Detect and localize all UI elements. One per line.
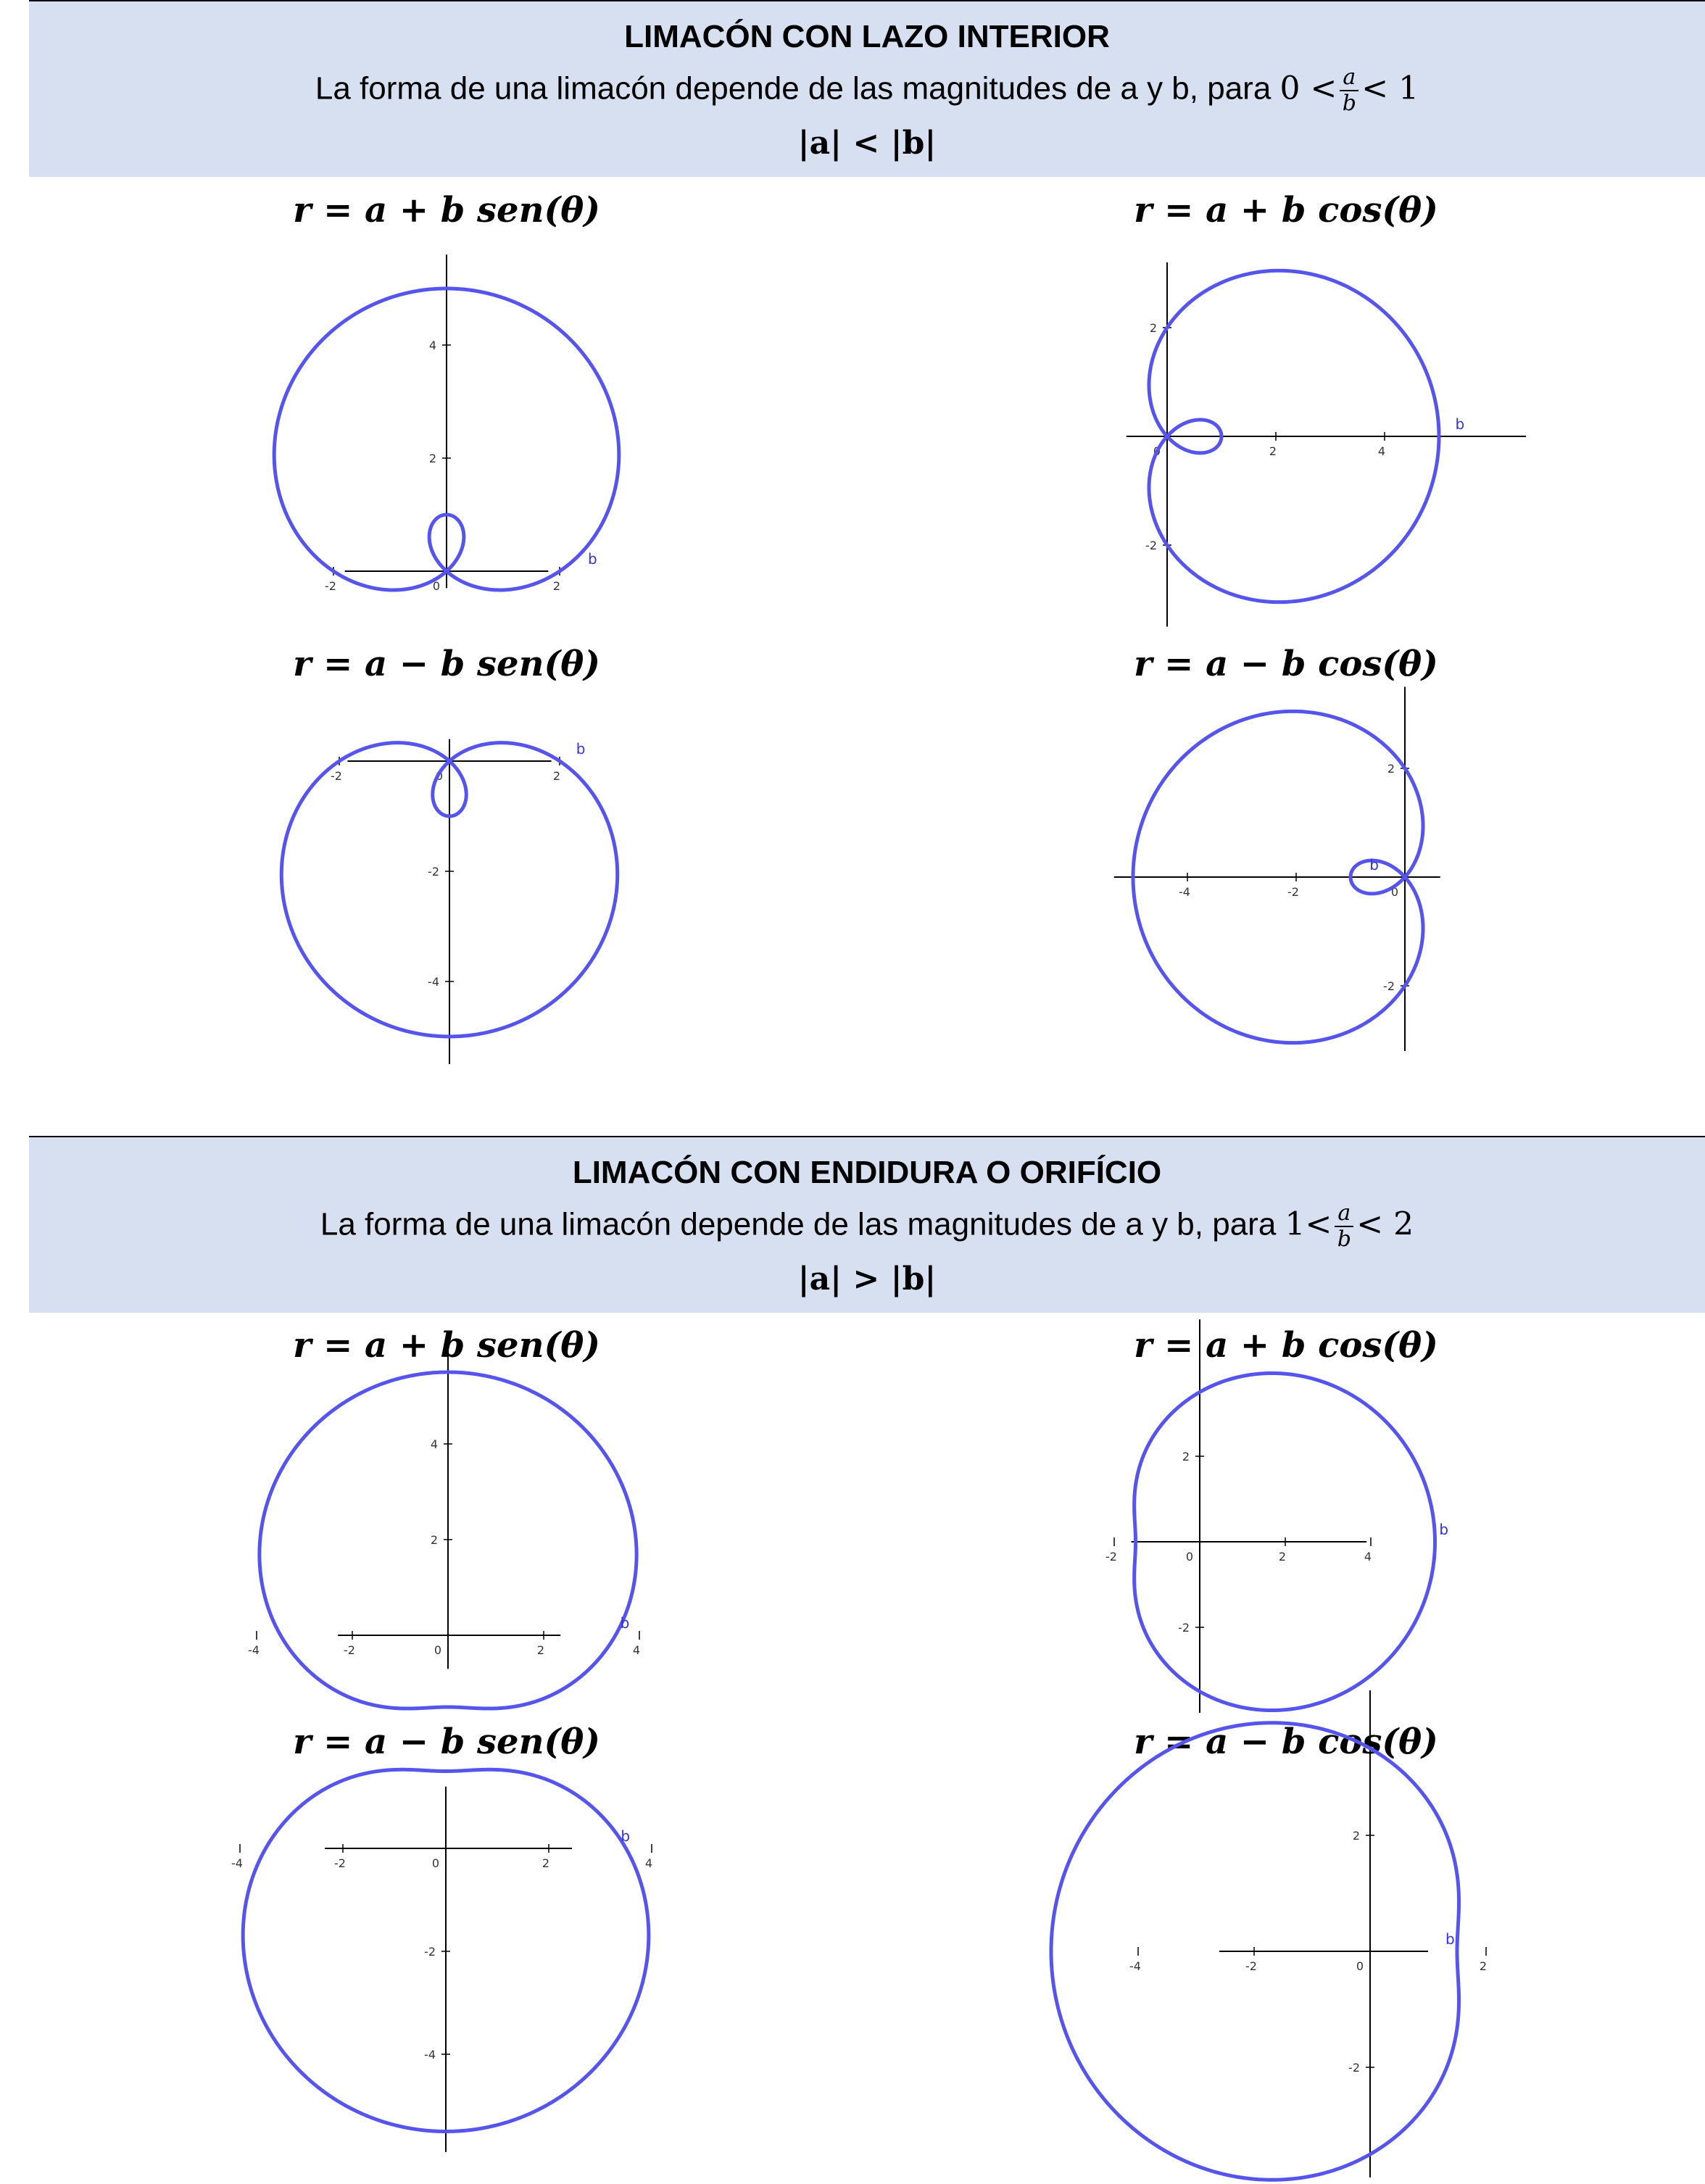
section-description bbox=[29, 1201, 1705, 1252]
y-tick-label: 2 bbox=[1387, 762, 1395, 776]
inequality-right: < 2 bbox=[1356, 1205, 1414, 1243]
y-tick-label: 2 bbox=[1149, 321, 1157, 335]
fraction-a-over-b bbox=[1340, 65, 1358, 116]
equation-label-a-plus-b-sen: r = a + b sen(θ) bbox=[293, 190, 600, 231]
y-tick-label: 4 bbox=[428, 339, 436, 352]
x-tick-label: 4 bbox=[1377, 444, 1386, 458]
equation-label-a-plus-b-sen: r = a + b sen(θ) bbox=[293, 1325, 600, 1366]
x-tick-label: 2 bbox=[542, 1856, 550, 1870]
x-tick-label: 0 bbox=[1185, 1550, 1194, 1564]
fraction-denominator: b bbox=[1337, 1226, 1351, 1252]
y-tick-label: 2 bbox=[430, 1533, 438, 1547]
y-tick-label: -2 bbox=[1348, 2061, 1360, 2075]
equation-label-a-minus-b-sen: r = a − b sen(θ) bbox=[293, 1722, 600, 1762]
x-tick-label: -4 bbox=[1179, 885, 1190, 899]
fraction-a-over-b bbox=[1335, 1201, 1353, 1252]
inequality-left: 0 < bbox=[1279, 70, 1337, 107]
magnitude-condition: |a| < |b| bbox=[797, 125, 937, 162]
x-tick-label: 0 bbox=[431, 1856, 440, 1870]
b-point-label: b bbox=[1455, 415, 1465, 433]
inequality-right: < 1 bbox=[1361, 70, 1419, 107]
x-tick-label: 2 bbox=[1269, 444, 1277, 458]
b-point-label: b bbox=[1445, 1930, 1455, 1948]
x-tick-label: -4 bbox=[1129, 1959, 1141, 1973]
x-tick-label: -4 bbox=[231, 1856, 243, 1870]
description-text: La forma de una limacón depende de las magnitudes de a y b, para bbox=[315, 70, 1280, 107]
inequality-left: 1< bbox=[1285, 1205, 1332, 1243]
y-tick-label: 2 bbox=[428, 452, 436, 465]
x-tick-label: 2 bbox=[552, 579, 561, 593]
x-tick-label: -2 bbox=[1105, 1550, 1117, 1564]
fraction-denominator: b bbox=[1342, 91, 1356, 116]
x-tick-label: 0 bbox=[433, 1643, 442, 1657]
limacon-curve bbox=[1149, 270, 1439, 602]
b-point-label: b bbox=[621, 1827, 631, 1845]
limacon-curve bbox=[281, 743, 617, 1037]
equation-label-a-plus-b-cos: r = a + b cos(θ) bbox=[1134, 1325, 1438, 1366]
fraction-numerator: a bbox=[1335, 1201, 1353, 1227]
x-tick-label: 2 bbox=[1479, 1959, 1488, 1973]
y-tick-label: -2 bbox=[424, 1945, 436, 1959]
fraction-numerator: a bbox=[1340, 65, 1358, 91]
y-tick-label: -2 bbox=[1383, 979, 1395, 993]
section-description bbox=[29, 65, 1705, 116]
y-tick-label: 2 bbox=[1182, 1450, 1190, 1463]
equation-label-a-plus-b-cos: r = a + b cos(θ) bbox=[1134, 190, 1438, 231]
y-tick-label: -2 bbox=[1178, 1621, 1190, 1635]
b-point-label: b bbox=[588, 550, 597, 568]
x-tick-label: 2 bbox=[1278, 1550, 1287, 1564]
limacon-curve bbox=[1134, 1373, 1435, 1710]
section-header-endidura bbox=[29, 1136, 1705, 1313]
x-tick-label: 0 bbox=[435, 769, 444, 783]
x-tick-label: -2 bbox=[325, 579, 336, 593]
x-tick-label: 2 bbox=[552, 769, 561, 783]
x-tick-label: 0 bbox=[1356, 1959, 1364, 1973]
x-tick-label: 4 bbox=[1364, 1550, 1372, 1564]
y-tick-label: -2 bbox=[1145, 539, 1157, 552]
section-title: LIMACÓN CON ENDIDURA O ORIFÍCIO bbox=[572, 1155, 1162, 1190]
description-text: La forma de una limacón depende de las magnitudes de a y b, para bbox=[320, 1206, 1285, 1242]
x-tick-label: 0 bbox=[432, 579, 441, 593]
equation-label-a-minus-b-cos: r = a − b cos(θ) bbox=[1134, 1722, 1438, 1762]
x-tick-label: 4 bbox=[632, 1643, 641, 1657]
limacon-curve bbox=[243, 1769, 649, 2131]
limacon-curve bbox=[260, 1372, 636, 1708]
x-tick-label: -2 bbox=[1287, 885, 1299, 899]
y-tick-label: -4 bbox=[424, 2048, 436, 2061]
magnitude-condition: |a| > |b| bbox=[797, 1261, 937, 1297]
b-point-label: b bbox=[1369, 856, 1379, 873]
y-tick-label: -4 bbox=[428, 975, 439, 989]
y-tick-label: 4 bbox=[430, 1437, 438, 1451]
x-tick-label: -2 bbox=[334, 1856, 346, 1870]
x-tick-label: -2 bbox=[1245, 1959, 1257, 1973]
x-tick-label: -2 bbox=[344, 1643, 355, 1657]
b-point-label: b bbox=[1439, 1521, 1449, 1538]
section-header-lazo-interior bbox=[29, 0, 1705, 177]
y-tick-label: 2 bbox=[1352, 1829, 1360, 1843]
x-tick-label: 2 bbox=[536, 1643, 545, 1657]
limacon-curve bbox=[274, 288, 619, 590]
x-tick-label: 0 bbox=[1153, 444, 1161, 458]
b-point-label: b bbox=[576, 740, 586, 757]
equation-label-a-minus-b-sen: r = a − b sen(θ) bbox=[293, 644, 600, 684]
equation-label-a-minus-b-cos: r = a − b cos(θ) bbox=[1134, 644, 1438, 684]
section-title: LIMACÓN CON LAZO INTERIOR bbox=[624, 19, 1110, 54]
limacon-curve bbox=[1133, 711, 1423, 1042]
x-tick-label: -4 bbox=[248, 1643, 260, 1657]
x-tick-label: 4 bbox=[644, 1856, 653, 1870]
x-tick-label: 0 bbox=[1390, 885, 1399, 899]
b-point-label: b bbox=[620, 1614, 630, 1632]
y-tick-label: -2 bbox=[428, 865, 439, 879]
limacon-curve bbox=[1051, 1723, 1459, 2180]
x-tick-label: -2 bbox=[331, 769, 342, 783]
